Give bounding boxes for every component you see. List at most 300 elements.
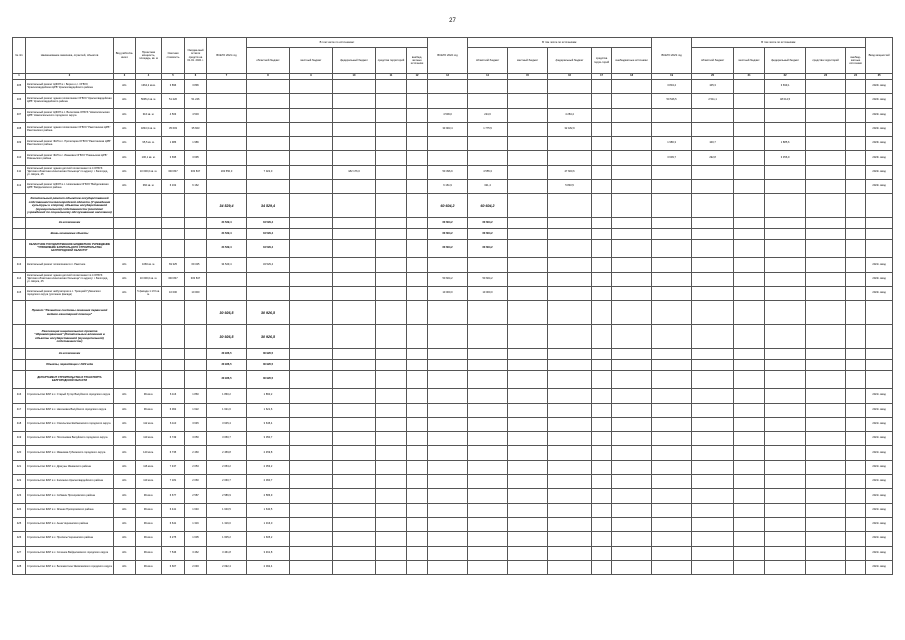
table-cell [692,122,734,136]
col-header: Вид работ/ие-иного [114,38,136,74]
table-cell [13,194,26,218]
col-header: местный бюджет [734,48,765,74]
table-row [13,532,893,546]
table-cell [290,286,333,300]
object-name-cell: Капитальный ремонт здания детской поликлиники № 4 ОГБУЗ "Детская областная клиническая больница" по адресу: г. Белгород, ул. Шорса, 45 [26,165,114,179]
table-cell [13,349,26,360]
table-cell [846,546,866,560]
table-cell [428,325,468,349]
table-cell [247,180,290,194]
table-cell: 5695,2 кв. м. [136,94,162,108]
table-cell [846,560,866,574]
table-cell [207,272,247,286]
table-cell [407,301,428,325]
table-cell: 2 586,9 [247,489,290,503]
object-name-cell: Объекты, переходящие с 2020 года [26,360,114,371]
table-cell [692,489,734,503]
table-cell: 99 кв.м. [136,389,162,403]
table-cell: 1 605 [185,532,207,546]
table-cell: 1 605,2 [207,532,247,546]
table-cell: 425 [13,517,26,531]
table-cell [136,229,162,240]
table-cell [592,460,612,474]
table-cell [612,349,652,360]
table-cell [734,137,765,151]
table-cell [846,532,866,546]
table-cell [866,218,893,229]
table-cell: 1 860 [185,389,207,403]
table-cell: 47 600,6 [548,165,592,179]
table-cell: 2022г. ввод [866,286,893,300]
table-cell [290,546,333,560]
table-cell [548,389,592,403]
col-header: внебюджетные источники [612,48,652,74]
table-cell [612,301,652,325]
table-cell [290,560,333,574]
table-cell: 6 116 [162,389,185,403]
table-cell [428,446,468,460]
object-name-cell: Строительство ФАП в с. Насоновка Валуйского городского округа [26,403,114,417]
table-cell [765,301,806,325]
table-cell: 2022г. ввод [866,180,893,194]
table-cell [333,503,376,517]
table-cell: 3 461,8 [207,546,247,560]
table-cell: обл. [114,532,136,546]
table-cell [612,194,652,218]
table-cell [207,122,247,136]
col-header: областной бюджет [247,48,290,74]
table-cell: 426 [13,532,26,546]
table-cell [468,301,508,325]
table-cell: 303 847 [162,165,185,179]
table-cell: 224,6 [468,108,508,122]
table-cell: 1066 кв. м. [136,258,162,272]
column-number: 20 [692,74,734,80]
table-cell [652,180,692,194]
column-number: 12 [407,74,428,80]
col-header: Наименование заказчика, отраслей, объектов [26,38,114,74]
table-cell: 1 316,0 [247,517,290,531]
table-cell [592,389,612,403]
column-number: 4 [136,74,162,80]
table-cell: 4 284,4 [548,108,592,122]
column-number: 19 [652,74,692,80]
col-header: областной бюджет [692,48,734,74]
table-cell [592,503,612,517]
table-cell [592,218,612,229]
table-cell [114,194,136,218]
table-cell [376,240,407,258]
table-cell [13,229,26,240]
object-name-cell: Капитальный ремонт ЦФОП в с. Веселовка ОГБУЗ "Новооскольская ЦРБ" Новооскольского городского округа [26,108,114,122]
table-cell [247,286,290,300]
table-cell [290,489,333,503]
table-cell: обл. [114,108,136,122]
table-cell [13,371,26,389]
table-cell [734,503,765,517]
group-header: В том числе по источникам: [692,38,866,48]
table-cell [376,286,407,300]
table-cell [407,503,428,517]
table-cell: 6 641 [162,517,185,531]
table-cell: 2021г. ввод [866,546,893,560]
table-cell [376,80,407,94]
table-cell [548,240,592,258]
table-cell [290,272,333,286]
table-cell [290,403,333,417]
table-cell [592,489,612,503]
table-cell [185,229,207,240]
table-cell [376,325,407,349]
table-cell: 193 550,3 [207,165,247,179]
table-cell [290,371,333,389]
table-cell [592,240,612,258]
table-cell [376,194,407,218]
table-cell [612,122,652,136]
table-cell: 99 кв.м. [136,403,162,417]
table-cell [806,122,846,136]
table-cell: 2 053,2 [247,460,290,474]
table-cell: 110 кв.м. [136,432,162,446]
table-cell: 182 176,0 [333,165,376,179]
table-cell [468,325,508,349]
table-cell [734,371,765,389]
table-cell [592,194,612,218]
table-cell [185,349,207,360]
table-cell: 30 926,5 [247,360,290,371]
column-number: 6 [185,74,207,80]
table-cell [806,460,846,474]
table-cell [333,286,376,300]
table-cell [612,446,652,460]
table-cell [765,194,806,218]
table-cell [333,80,376,94]
table-cell [734,560,765,574]
table-cell [508,108,548,122]
table-cell [765,432,806,446]
table-cell [806,432,846,446]
table-cell [428,301,468,325]
table-cell [290,517,333,531]
table-cell [846,349,866,360]
col-header: федеральный бюджет [765,48,806,74]
table-cell: обл. [114,403,136,417]
table-row [13,546,893,560]
table-cell: 2024г. ввод [866,94,893,108]
column-number: 3 [114,74,136,80]
table-cell [652,122,692,136]
table-cell [114,360,136,371]
table-cell: 3 804,4 [652,80,692,94]
table-cell [407,360,428,371]
table-cell [734,194,765,218]
object-name-cell: Строительство ФАП в с. Собакин Прохоровского района [26,489,114,503]
table-cell: 414 [13,272,26,286]
table-cell [428,432,468,446]
table-cell [376,475,407,489]
table-cell [333,489,376,503]
table-row [13,80,893,94]
table-cell [508,258,548,272]
table-cell [612,417,652,431]
table-cell [508,137,548,151]
table-cell [612,286,652,300]
table-cell [207,108,247,122]
table-cell [376,517,407,531]
table-cell [290,229,333,240]
table-cell: 417 [13,403,26,417]
col-header: средства территорий [376,48,407,74]
table-row [13,325,893,349]
object-name-cell: Строительство ФАП в с. Прилепы Чернянского района [26,532,114,546]
table-cell: 35 603 [185,122,207,136]
table-cell: 112 кв.м. [136,417,162,431]
table-cell: 2023г. ввод [866,151,893,165]
table-cell [765,272,806,286]
table-cell [376,546,407,560]
table-cell [333,546,376,560]
table-row [13,489,893,503]
table-cell: 2 092,4 [207,560,247,574]
table-cell [806,272,846,286]
table-cell [185,301,207,325]
table-cell [612,258,652,272]
table-cell [290,475,333,489]
table-cell: 1 986,3 [652,137,692,151]
table-cell [692,446,734,460]
table-cell [428,417,468,431]
table-cell: обл. [114,151,136,165]
table-cell [612,503,652,517]
table-cell: 6 162 [162,180,185,194]
table-cell [612,532,652,546]
table-cell [468,417,508,431]
table-cell [428,560,468,574]
table-cell [508,80,548,94]
table-cell [846,137,866,151]
table-cell: 6 735 [162,446,185,460]
table-cell: 4 509,0 [428,108,468,122]
table-cell [376,301,407,325]
table-cell [692,165,734,179]
table-cell: 60 604,2 [428,218,468,229]
table-cell [692,560,734,574]
table-cell [136,349,162,360]
table-row [13,560,893,574]
table-cell: 360 кв. м. [136,180,162,194]
column-number: 25 [866,74,893,80]
table-cell [846,180,866,194]
table-cell [508,371,548,389]
table-cell [652,475,692,489]
table-cell: 34 529,4 [247,194,290,218]
table-cell [247,272,290,286]
table-cell [407,517,428,531]
table-row [13,108,893,122]
table-cell [407,80,428,94]
table-cell [333,360,376,371]
table-cell: 6 162 [185,180,207,194]
table-cell [846,446,866,460]
table-cell [734,517,765,531]
table-cell [692,360,734,371]
table-cell: 34 529,4 [207,218,247,229]
table-cell [548,417,592,431]
table-cell [290,432,333,446]
table-cell [806,301,846,325]
table-cell [765,325,806,349]
table-cell [548,532,592,546]
table-cell: 2021г. ввод [866,503,893,517]
table-cell [866,325,893,349]
table-cell [692,546,734,560]
object-name-cell: Капитальный ремонт ЦФОП в г. Бирюч и с. ОГБУЗ "Красногвардейская ЦРБ" Красногвардейского района [26,80,114,94]
table-cell [652,560,692,574]
table-cell [806,389,846,403]
object-name-cell: Строительство ФАП в с. Старый Хутор Валуйского городского округа [26,389,114,403]
table-cell [333,301,376,325]
table-cell [806,503,846,517]
table-cell [333,446,376,460]
table-cell [508,360,548,371]
table-cell [428,389,468,403]
table-cell: 424 [13,503,26,517]
table-cell [247,108,290,122]
table-cell: 5 840,5 [548,180,592,194]
table-cell [290,151,333,165]
table-cell [806,286,846,300]
table-cell: 1 986 [185,137,207,151]
table-cell: 3 645 [185,417,207,431]
table-cell [376,229,407,240]
table-cell [734,360,765,371]
table-cell [846,460,866,474]
column-number: 11 [376,74,407,80]
table-cell [612,94,652,108]
table-cell: 69 325 [162,258,185,272]
table-cell [376,532,407,546]
table-cell [162,371,185,389]
table-cell: 60 604,2 [428,194,468,218]
table-cell [333,560,376,574]
table-cell: 2021г. ввод [866,389,893,403]
table-cell [376,446,407,460]
table-row [13,151,893,165]
table-cell [247,94,290,108]
table-cell: 140 кв.м. [136,446,162,460]
table-cell [468,258,508,272]
table-cell [333,240,376,258]
table-cell [765,240,806,258]
table-cell [333,517,376,531]
column-number: 5 [162,74,185,80]
table-cell [428,349,468,360]
table-cell [806,475,846,489]
table-cell [290,218,333,229]
object-name-cell: Строительство ФАП в с. Драгуны Ивнянского района [26,460,114,474]
table-cell [734,165,765,179]
table-cell [652,218,692,229]
table-cell [592,403,612,417]
table-cell [185,360,207,371]
table-cell: 6 161,9 [428,180,468,194]
table-cell [592,272,612,286]
table-cell [592,122,612,136]
table-cell: 2 459,8 [207,446,247,460]
table-cell [652,460,692,474]
table-cell [652,532,692,546]
table-cell [806,240,846,258]
table-cell [290,503,333,517]
table-cell [806,403,846,417]
table-cell [734,460,765,474]
table-cell [407,432,428,446]
table-cell [333,122,376,136]
table-cell: 1 640,5 [207,503,247,517]
table-cell [765,560,806,574]
col-header: средства терри-торий [592,48,612,74]
table-cell [592,137,612,151]
table-cell [548,517,592,531]
table-cell [548,360,592,371]
table-cell [612,475,652,489]
object-name-cell: Строительство ФАП в с. Оскольское Шебекинского городского округа [26,417,114,431]
table-cell: 35 603 [162,122,185,136]
table-cell [407,403,428,417]
table-cell [407,349,428,360]
table-cell [290,137,333,151]
table-cell [612,80,652,94]
table-cell [592,108,612,122]
table-cell [468,403,508,417]
col-header: местный бюджет [290,48,333,74]
table-cell [508,460,548,474]
budget-table [12,37,893,575]
table-cell [508,349,548,360]
table-cell [592,286,612,300]
table-cell [652,258,692,272]
table-cell [866,360,893,371]
table-cell [407,446,428,460]
table-cell [247,151,290,165]
table-cell [407,240,428,258]
table-cell [114,229,136,240]
table-cell [612,180,652,194]
table-cell [290,349,333,360]
object-name-cell: Реализация национального проекта "Здравоохранение" (Капитальные вложения в объекты государственной (муниципальной) собственности) [26,325,114,349]
table-cell: 3 461,8 [247,546,290,560]
table-cell [508,546,548,560]
table-cell: обл. [114,272,136,286]
table-cell [376,560,407,574]
table-cell [612,517,652,531]
table-cell [376,417,407,431]
table-row [13,432,893,446]
table-cell [508,94,548,108]
table-cell [508,417,548,431]
table-cell [136,218,162,229]
table-cell: обл. [114,560,136,574]
table-row [13,165,893,179]
object-name-cell: ОБЛАСТНОЕ ГОСУДАРСТВЕННОЕ БЮДЖЕТНОЕ УЧРЕЖДЕНИЕ "УПРАВЛЕНИЕ КАПИТАЛЬНОГО СТРОИТЕЛЬСТВА БЕЛГОРОДСКОЙ ОБЛАСТИ" [26,240,114,258]
table-cell [592,258,612,272]
table-cell [734,80,765,94]
table-cell: обл. [114,137,136,151]
table-cell [428,360,468,371]
table-cell [508,301,548,325]
table-cell: 411 [13,165,26,179]
table-cell [468,80,508,94]
